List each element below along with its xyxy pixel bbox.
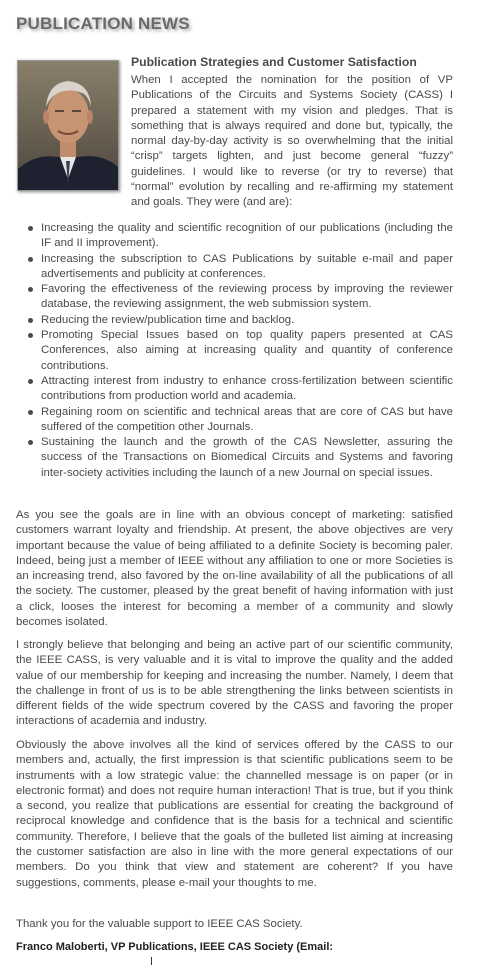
list-item: Reducing the review/publication time and backlog. — [25, 313, 453, 328]
list-item: Regaining room on scientific and technical areas that are core of CAS but have suffered of the competition other Journals. — [25, 405, 453, 436]
body-paragraph: I strongly believe that belonging and being an active part of our scientific community, the IEEE CASS, is very valuable and it is vital to improve the quality and the added value of our membership for keeping and increasing the number. Namely, I deem that the challenge in front of us is to be able strengthening the links between scientists in different fields of the wide spectrum covered by the CASS and favoring the proper interactions of academia and industry. — [16, 639, 453, 728]
body-paragraph: Obviously the above involves all the kind of services offered by the CASS to our members and, actually, the first impression is that scientific publications seem to be instruments with a low strategic value: the channelled message is on paper (or in electronic format) and does not require human interaction! That is true, but if you think a second, you realize that publications are essential for creating the background of reciprocal knowledge and confidence that is the basis for a technical and scientific community. Therefore, I believe that the goals of the bulleted list aiming at increasing the customer satisfaction are also in line with the more general expectations of our members. Do you think that view and statement are coherent? If you have suggestions, comments, please e-mail your thoughts to me. — [16, 739, 453, 889]
author-photo — [17, 60, 119, 191]
list-item: Increasing the quality and scientific recognition of our publications (including the IF and II improvement). — [25, 221, 453, 252]
goals-list — [25, 221, 453, 481]
article-title: Publication Strategies and Customer Satisfaction — [131, 55, 417, 69]
list-item: Increasing the subscription to CAS Publications by suitable e-mail and paper advertisements and publicity at conferences. — [25, 252, 453, 283]
intro-paragraph: When I accepted the nomination for the position of VP Publications of the Circuits and Systems Society (CASS) I prepared a statement with my vision and pledges. That is something that is always required and done but, typically, the normal day-by-day activity is so overwhelming that the initial “crisp” targets lighten, and just become general “fuzzy” guidelines. I would like to reverse (or try to reverse) that “normal” evolution by recalling and re-affirming my statement and goals. They were (and are): — [131, 74, 453, 209]
list-item: Sustaining the launch and the growth of the CAS Newsletter, assuring the success of the Transactions on Biomedical Circuits and Systems and favoring inter-society activities including the launch of a new Journal on special issues. — [25, 435, 453, 481]
author-signature: Franco Maloberti, VP Publications, IEEE CAS Society (Email: — [16, 941, 334, 953]
list-item: Promoting Special Issues based on top quality papers presented at CAS Conferences, also aiming at increasing quality and quantity of conference contributions. — [25, 328, 453, 374]
list-item: Attracting interest from industry to enhance cross-fertilization between scientific contributions from production world and academia. — [25, 374, 453, 405]
text-cursor — [151, 957, 152, 965]
author-portrait-image — [18, 61, 118, 190]
body-paragraph: As you see the goals are in line with an obvious concept of marketing: satisfied customers warrant loyalty and friendship. At present, the above objectives are very important because the value of being affiliated to a definite Society is becoming paler. Indeed, being just a member of IEEE without any affiliation to one or more Societies is an increasing trend, also favored by the on-line availability of all the publications of all the society. The customer, pleased by the great benefit of having information with just a click, looses the interest for becoming a member of a community and slowly becomes isolated. — [16, 509, 453, 629]
section-title: PUBLICATION NEWS — [16, 14, 190, 33]
list-item: Favoring the effectiveness of the reviewing process by improving the reviewer database, the reviewing assignment, the web submission system. — [25, 282, 453, 313]
closing-paragraph: Thank you for the valuable support to IEEE CAS Society. — [16, 918, 303, 930]
